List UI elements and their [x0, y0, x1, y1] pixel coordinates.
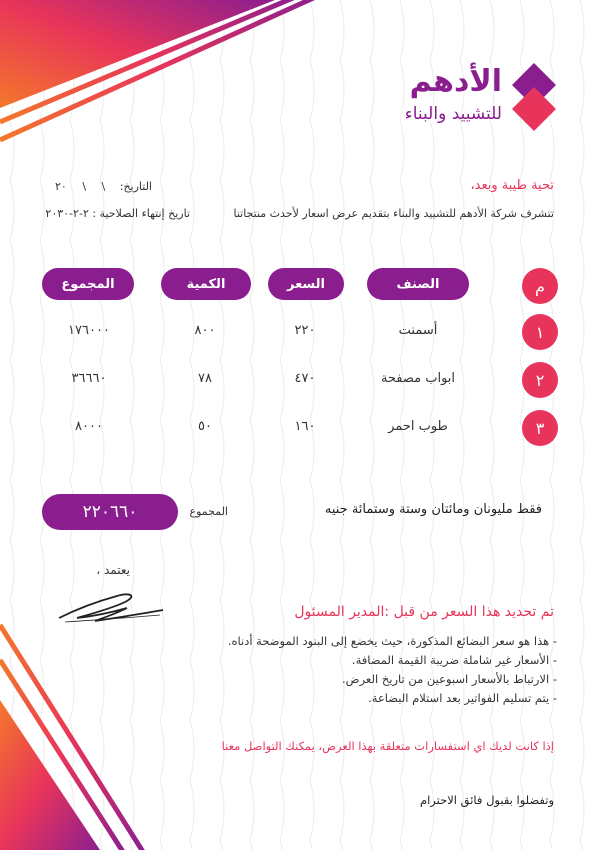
notes-title: تم تحديد هذا السعر من قبل :المدير المسئول [294, 604, 554, 620]
row-3-total: ٨٠٠٠ [75, 419, 103, 434]
row-1-item: أسمنت [398, 323, 438, 338]
header-price: السعر [268, 268, 344, 300]
row-3-price: ١٦٠ [294, 419, 316, 434]
row-2-number: ٢ [522, 362, 558, 398]
row-1-total: ١٧٦٠٠٠ [68, 323, 110, 338]
row-3-number: ٣ [522, 410, 558, 446]
row-1-price: ٢٢٠ [294, 323, 316, 338]
signature [55, 588, 165, 628]
brand-subtitle: للتشييد والبناء [404, 104, 502, 124]
row-1-number: ١ [522, 314, 558, 350]
row-2-total: ٣٦٦٦٠ [71, 371, 107, 386]
header-total: المجموع [42, 268, 134, 300]
total-in-words: فقط مليونان ومائتان وستة وستمائة جنيه [324, 502, 542, 517]
row-1-qty: ٨٠٠ [194, 323, 216, 338]
date-label: التاريخ: [119, 180, 152, 193]
row-2-item: ابواب مصفحة [380, 371, 456, 386]
approval-label: يعتمد ، [96, 563, 130, 577]
bottom-left-stripes [0, 625, 145, 850]
greeting: تحية طيبة وبعد، [470, 178, 554, 193]
header-number: م [522, 268, 558, 304]
row-2-price: ٤٧٠ [294, 371, 316, 386]
row-2-qty: ٧٨ [198, 371, 212, 386]
note-1: - هذا هو سعر البضائع المذكورة، حيث يخضع إلى البنود الموضحة أدناه. [227, 634, 557, 648]
header-qty: الكمية [161, 268, 251, 300]
intro-text: تتشرف شركة الأدهم للتشييد والبناء بتقديم عرض اسعار لأحدث منتجاتنا [233, 207, 554, 220]
closing-text: وتفضلوا بقبول فائق الاحترام [419, 793, 554, 807]
validity-date: تاريخ إنتهاء الصلاحية : ٢-٢-٢٠٣٠ [45, 207, 190, 220]
total-label: المجموع [189, 505, 228, 518]
note-2: - الأسعار غير شاملة ضريبة القيمة المضافة. [351, 653, 557, 667]
date-value: ٢٠ \ \ [55, 180, 106, 193]
contact-text: إذا كانت لديك اي استفسارات متعلقة بهذا العرض، يمكنك التواصل معنا [221, 739, 554, 753]
row-3-qty: ٥٠ [198, 419, 212, 434]
row-3-item: طوب احمر [388, 419, 448, 434]
brand-name: الأدهم [409, 64, 502, 99]
brand-logo-icon [510, 63, 558, 131]
grand-total: ٢٢٠٦٦٠ [42, 494, 178, 530]
note-4: - يتم تسليم الفواتير بعد استلام البضاعة. [368, 691, 557, 705]
header-item: الصنف [367, 268, 469, 300]
note-3: - الارتباط بالأسعار اسبوعين من تاريخ العرض. [342, 672, 557, 686]
